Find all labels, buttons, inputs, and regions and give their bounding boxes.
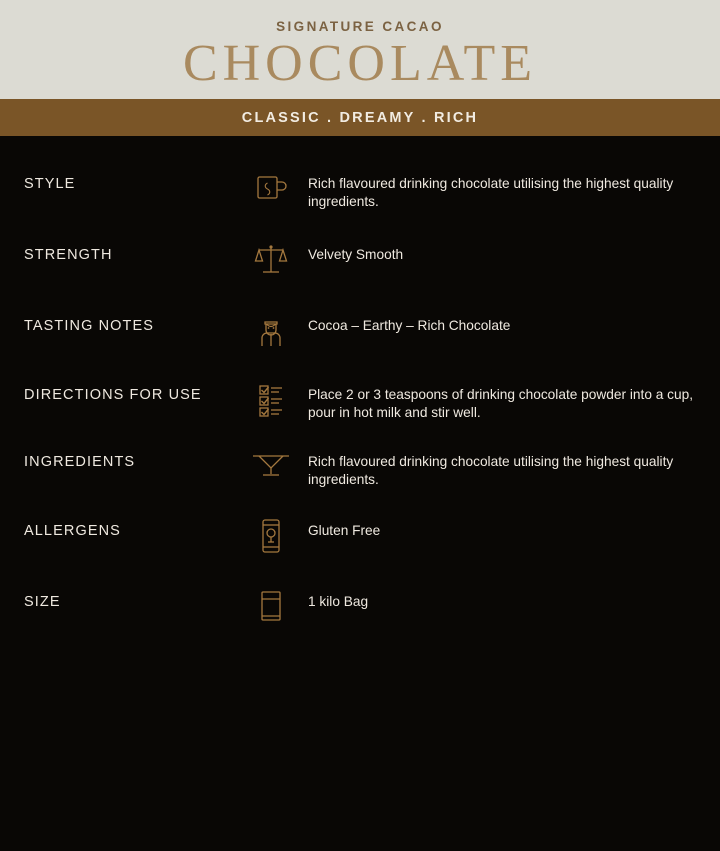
spec-label: SIZE <box>24 594 61 610</box>
spec-row-strength <box>0 241 720 296</box>
tagline-text: CLASSIC . DREAMY . RICH <box>241 109 479 126</box>
scale-balance-icon <box>244 448 298 480</box>
eyebrow-text: SIGNATURE CACAO <box>276 19 444 34</box>
spec-value: Cocoa – Earthy – Rich Chocolate <box>308 318 511 333</box>
scales-icon <box>244 241 298 277</box>
barista-icon <box>244 312 298 352</box>
spec-row-style <box>0 170 720 225</box>
spec-row-tasting-notes <box>0 312 720 367</box>
spec-value: Gluten Free <box>308 523 381 538</box>
mug-icon <box>244 170 298 206</box>
phone-icon <box>244 517 298 555</box>
spec-row-allergens <box>0 517 720 572</box>
spec-label: STYLE <box>24 176 76 192</box>
spec-row-directions <box>0 381 720 436</box>
spec-value: Velvety Smooth <box>308 247 404 262</box>
spec-list <box>0 136 720 643</box>
checklist-icon <box>244 381 298 419</box>
bag-icon <box>244 588 298 624</box>
spec-value: Place 2 or 3 teaspoons of drinking chocolate powder into a cup, pour in hot milk and stir well. <box>308 387 694 421</box>
header <box>0 0 720 99</box>
spec-row-size <box>0 588 720 643</box>
tagline-bar <box>0 99 720 136</box>
page-title: CHOCOLATE <box>182 35 538 92</box>
spec-value: 1 kilo Bag <box>308 594 369 609</box>
spec-label: TASTING NOTES <box>24 318 155 334</box>
spec-label: STRENGTH <box>24 247 113 263</box>
spec-label: DIRECTIONS FOR USE <box>24 387 202 403</box>
spec-label: ALLERGENS <box>24 523 121 539</box>
spec-label: INGREDIENTS <box>24 454 136 470</box>
spec-value: Rich flavoured drinking chocolate utilising the highest quality ingredients. <box>308 454 674 488</box>
spec-row-ingredients <box>0 448 720 503</box>
spec-value: Rich flavoured drinking chocolate utilising the highest quality ingredients. <box>308 176 674 210</box>
